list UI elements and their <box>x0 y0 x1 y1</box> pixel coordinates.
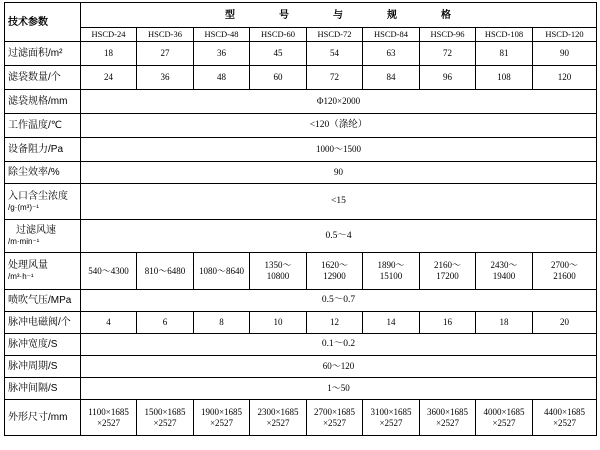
value-line: 1620～ <box>320 260 348 270</box>
row-label-line: 处理风量 <box>8 260 48 271</box>
spec-table <box>4 2 597 436</box>
value-cell: 120 <box>533 66 597 90</box>
value-cell <box>250 253 307 290</box>
value-cell: 63 <box>363 42 420 66</box>
value-line: 1900×1685 <box>200 406 243 417</box>
row-label: 脉冲宽度/S <box>5 334 81 356</box>
value-cell: 36 <box>137 66 194 90</box>
model-cell: HSCD-96 <box>420 28 476 42</box>
value-cell <box>81 253 137 290</box>
value-cell <box>420 400 476 436</box>
efficiency-row <box>5 162 597 184</box>
value-cell <box>137 400 194 436</box>
row-label: 工作温度/℃ <box>5 114 81 138</box>
value-cell: 84 <box>363 66 420 90</box>
value-line: 1890～ <box>377 260 405 270</box>
row-label-unit: /m³·h⁻¹ <box>8 272 34 281</box>
value-cell: 0.5～0.7 <box>81 290 597 312</box>
value-cell <box>307 400 363 436</box>
value-cell: 27 <box>137 42 194 66</box>
blow-pressure-row <box>5 290 597 312</box>
row-label <box>5 220 81 253</box>
row-label: 设备阻力/Pa <box>5 138 81 162</box>
value-line: 2160～ <box>433 260 461 270</box>
value-line: 3600×1685 <box>426 406 469 417</box>
value-line: 2700～ <box>551 260 579 270</box>
row-label <box>5 184 81 220</box>
value-line: 810～6480 <box>144 265 186 276</box>
row-label: 脉冲周期/S <box>5 356 81 378</box>
header-row <box>5 3 597 28</box>
bag-count-row <box>5 66 597 90</box>
model-cell: HSCD-84 <box>363 28 420 42</box>
value-cell: 60 <box>250 66 307 90</box>
value-line: ×2527 <box>153 417 177 428</box>
value-cell <box>420 253 476 290</box>
value-line: 19400 <box>492 271 516 281</box>
value-line: ×2527 <box>209 417 234 428</box>
value-line: 12900 <box>323 271 346 281</box>
row-label: 脉冲间隔/S <box>5 378 81 400</box>
value-line: 21600 <box>553 271 576 281</box>
pulse-valve-row <box>5 312 597 334</box>
filter-area-row <box>5 42 597 66</box>
value-cell: 14 <box>363 312 420 334</box>
value-line: 1100×1685 <box>88 406 129 417</box>
model-row <box>5 28 597 42</box>
value-cell: 36 <box>194 42 250 66</box>
model-cell: HSCD-120 <box>533 28 597 42</box>
row-label: 外形尺寸/mm <box>5 400 81 436</box>
value-line: 2700×1685 <box>313 406 356 417</box>
pulse-interval-row <box>5 378 597 400</box>
row-label: 喷吹气压/MPa <box>5 290 81 312</box>
value-cell: 1000～1500 <box>81 138 597 162</box>
value-cell: 4 <box>81 312 137 334</box>
value-line: 17200 <box>436 271 459 281</box>
value-line: ×2527 <box>379 417 403 428</box>
value-cell: 24 <box>81 66 137 90</box>
value-cell: Φ120×2000 <box>81 90 597 114</box>
value-line: 1080～8640 <box>198 265 244 276</box>
filter-speed-row <box>5 220 597 253</box>
param-header: 技术参数 <box>5 3 81 42</box>
value-cell <box>194 400 250 436</box>
resistance-row <box>5 138 597 162</box>
model-cell: HSCD-108 <box>476 28 533 42</box>
value-line: 3100×1685 <box>370 406 412 417</box>
value-cell: 72 <box>307 66 363 90</box>
row-label: 滤袋数量/个 <box>5 66 81 90</box>
model-cell: HSCD-36 <box>137 28 194 42</box>
value-cell: 6 <box>137 312 194 334</box>
value-cell: 72 <box>420 42 476 66</box>
value-cell <box>363 400 420 436</box>
value-cell: 90 <box>533 42 597 66</box>
value-cell <box>533 400 597 436</box>
value-cell <box>476 253 533 290</box>
value-cell: 60～120 <box>81 356 597 378</box>
value-cell: 81 <box>476 42 533 66</box>
value-line: ×2527 <box>322 417 347 428</box>
value-line: ×2527 <box>266 417 290 428</box>
inlet-conc-row <box>5 184 597 220</box>
value-cell <box>137 253 194 290</box>
row-label: 滤袋规格/mm <box>5 90 81 114</box>
value-cell: 20 <box>533 312 597 334</box>
model-cell: HSCD-48 <box>194 28 250 42</box>
row-label-unit: /g·(m³)⁻¹ <box>8 202 39 212</box>
value-cell: 1～50 <box>81 378 597 400</box>
value-cell: 90 <box>81 162 597 184</box>
row-label <box>5 253 81 290</box>
value-cell <box>533 253 597 290</box>
value-cell: 48 <box>194 66 250 90</box>
value-cell <box>250 400 307 436</box>
value-cell: 45 <box>250 42 307 66</box>
row-label: 除尘效率/% <box>5 162 81 184</box>
value-cell: 0.1～0.2 <box>81 334 597 356</box>
model-spec-title: 型号与规格 <box>81 3 597 28</box>
value-line: 15100 <box>379 271 403 281</box>
value-cell: 10 <box>250 312 307 334</box>
row-label: 过滤面积/m² <box>5 42 81 66</box>
value-line: ×2527 <box>552 417 577 428</box>
value-cell: 18 <box>81 42 137 66</box>
value-cell: 108 <box>476 66 533 90</box>
value-line: ×2527 <box>492 417 516 428</box>
value-cell <box>194 253 250 290</box>
value-cell: <15 <box>81 184 597 220</box>
value-cell <box>81 400 137 436</box>
bag-spec-row <box>5 90 597 114</box>
row-label-unit: /m·min⁻¹ <box>8 237 40 246</box>
model-cell: HSCD-72 <box>307 28 363 42</box>
model-cell: HSCD-24 <box>81 28 137 42</box>
row-label-line: 入口含尘浓度 <box>8 190 68 202</box>
value-line: 4400×1685 <box>543 406 586 417</box>
value-line: 1350～ <box>264 260 292 270</box>
value-cell: 8 <box>194 312 250 334</box>
value-cell <box>363 253 420 290</box>
row-label-line: 过滤风速 <box>16 225 56 236</box>
model-cell: HSCD-60 <box>250 28 307 42</box>
value-cell: 54 <box>307 42 363 66</box>
value-line: 540～4300 <box>88 265 129 276</box>
value-cell: 12 <box>307 312 363 334</box>
value-line: 2300×1685 <box>257 406 299 417</box>
value-cell: 96 <box>420 66 476 90</box>
value-line: ×2527 <box>96 417 121 428</box>
air-volume-row <box>5 253 597 290</box>
value-cell <box>307 253 363 290</box>
row-label: 脉冲电磁阀/个 <box>5 312 81 334</box>
value-cell: 0.5～4 <box>81 220 597 253</box>
pulse-period-row <box>5 356 597 378</box>
value-line: 4000×1685 <box>483 406 525 417</box>
value-cell: 18 <box>476 312 533 334</box>
pulse-width-row <box>5 334 597 356</box>
value-line: ×2527 <box>435 417 460 428</box>
value-line: 2430～ <box>490 260 518 270</box>
value-line: 1500×1685 <box>144 406 186 417</box>
value-cell <box>476 400 533 436</box>
value-line: 10800 <box>266 271 290 281</box>
work-temp-row <box>5 114 597 138</box>
value-cell: <120（涤纶） <box>81 114 597 138</box>
dimensions-row <box>5 400 597 436</box>
value-cell: 16 <box>420 312 476 334</box>
